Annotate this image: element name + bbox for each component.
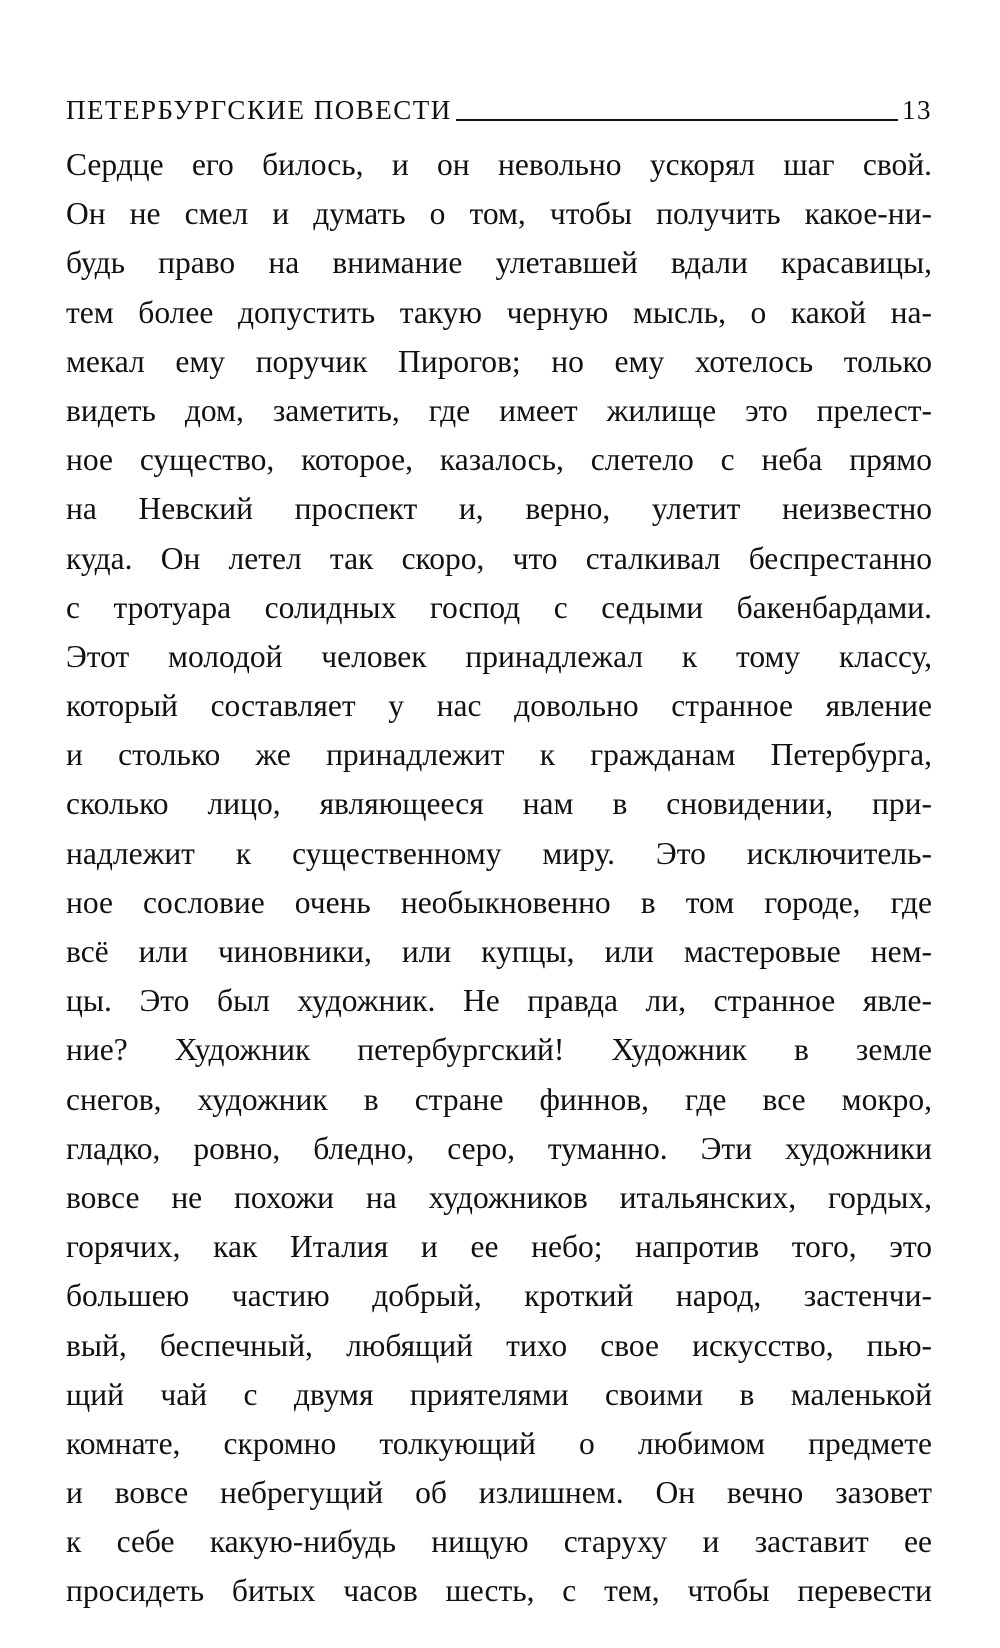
text-line: мекал ему поручик Пирогов; но ему хотелось только	[66, 343, 932, 379]
page-number: 13	[902, 95, 932, 125]
text-line: вовсе не похожи на художников итальянских, гордых,	[66, 1179, 932, 1215]
text-line: тем более допустить такую черную мысль, о какой на-	[66, 294, 932, 330]
text-line: будь право на внимание улетавшей вдали красавицы,	[66, 245, 932, 281]
text-line: сколько лицо, являющееся нам в сновидении, при-	[66, 786, 932, 822]
body-text	[66, 140, 932, 1616]
text-line: видеть дом, заметить, где имеет жилище это прелест-	[66, 392, 932, 428]
text-line: к себе какую-нибудь нищую старуху и заставит ее	[66, 1524, 932, 1560]
text-line: куда. Он летел так скоро, что сталкивал беспрестанно	[66, 540, 932, 576]
text-line: и вовсе небрегущий об излишнем. Он вечно зазовет	[66, 1475, 932, 1511]
text-line: комнате, скромно толкующий о любимом предмете	[66, 1425, 932, 1461]
text-line: Сердце его билось, и он невольно ускорял шаг свой.	[66, 147, 932, 182]
text-line: цы. Это был художник. Не правда ли, странное явле-	[66, 983, 932, 1019]
text-line: вый, беспечный, любящий тихо свое искусство, пью-	[66, 1327, 932, 1363]
text-line: Этот молодой человек принадлежал к тому классу,	[66, 638, 932, 674]
text-line: всё или чиновники, или купцы, или мастеровые нем-	[66, 934, 932, 969]
text-line: который составляет у нас довольно странное явление	[66, 688, 932, 724]
text-line: гладко, ровно, бледно, серо, туманно. Эти художники	[66, 1130, 932, 1166]
running-header	[66, 84, 932, 124]
text-line: надлежит к существенному миру. Это исключитель-	[66, 835, 932, 871]
text-line: и столько же принадлежит к гражданам Петербурга,	[66, 737, 932, 773]
text-line: на Невский проспект и, верно, улетит неизвестно	[66, 491, 932, 527]
text-line: снегов, художник в стране финнов, где все мокро,	[66, 1081, 932, 1117]
text-line: горячих, как Италия и ее небо; напротив того, это	[66, 1229, 932, 1265]
text-line: большею частию добрый, кроткий народ, застенчи-	[66, 1278, 932, 1314]
header-rule	[456, 119, 898, 121]
text-line: ное существо, которое, казалось, слетело с неба прямо	[66, 442, 932, 478]
text-line: ние? Художник петербургский! Художник в земле	[66, 1032, 932, 1068]
text-line: просидеть битых часов шесть, с тем, чтобы перевести	[66, 1573, 932, 1609]
text-line: щий чай с двумя приятелями своими в маленькой	[66, 1376, 932, 1412]
text-line: ное сословие очень необыкновенно в том городе, где	[66, 884, 932, 920]
text-line: с тротуара солидных господ с седыми бакенбардами.	[66, 589, 932, 625]
running-title: ПЕТЕРБУРГСКИЕ ПОВЕСТИ	[66, 95, 452, 125]
text-line: Он не смел и думать о том, чтобы получить какое-ни-	[66, 196, 932, 232]
